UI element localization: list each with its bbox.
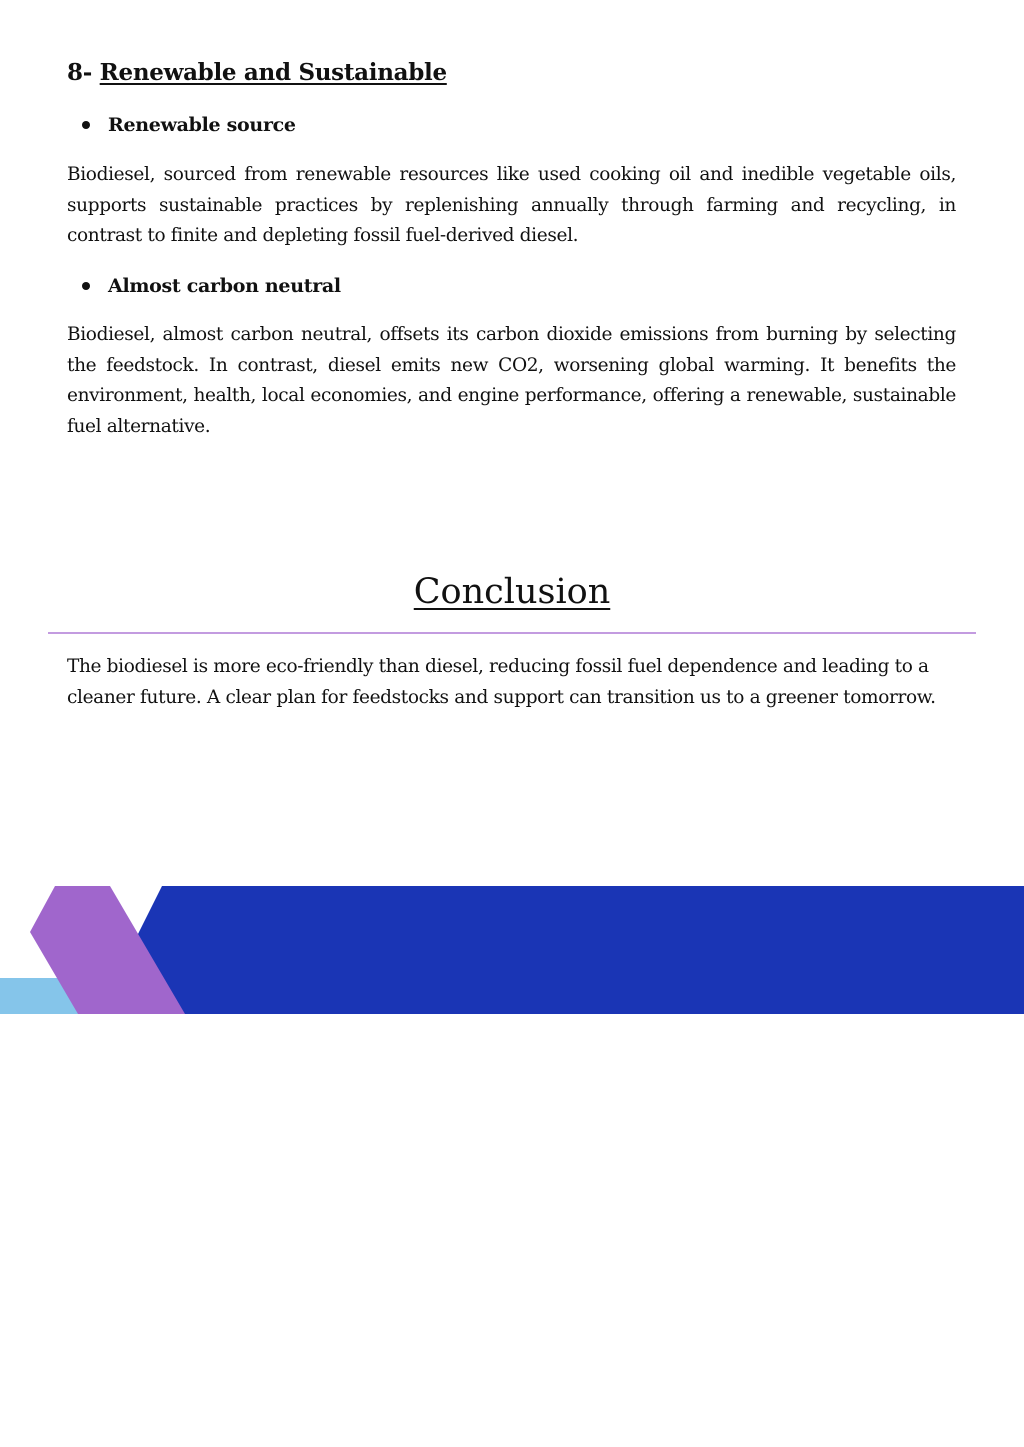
decorative-color-band bbox=[0, 884, 1024, 1016]
band-blue bbox=[138, 886, 1024, 1014]
bullet-renewable-source bbox=[82, 112, 296, 138]
bullet-carbon-neutral bbox=[82, 273, 341, 299]
section-heading bbox=[67, 58, 447, 88]
conclusion-paragraph: The biodiesel is more eco-friendly than diesel, reducing fossil fuel dependence and leading to a cleaner future. A clear plan for feedstocks and support can transition us to a greener tomorrow. bbox=[67, 656, 936, 708]
conclusion-title: Conclusion bbox=[413, 572, 611, 612]
renewable-source-paragraph: Biodiesel, sourced from renewable resources like used cooking oil and inedible vegetable oils, supports sustainable practices by replenishing annually through farming and recycling, in contrast to finite and depleting fossil fuel-derived diesel. bbox=[67, 164, 956, 246]
section-title: Renewable and Sustainable bbox=[99, 59, 447, 86]
bullet-dot-icon bbox=[82, 121, 90, 129]
bullet-dot-icon bbox=[82, 282, 90, 290]
carbon-neutral-paragraph: Biodiesel, almost carbon neutral, offsets its carbon dioxide emissions from burning by selecting the feedstock. In contrast, diesel emits new CO2, worsening global warming. It benefits the environment, health, local economies, and engine performance, offering a renewable, sustainable fuel alternative. bbox=[67, 324, 956, 437]
section-divider bbox=[48, 632, 976, 634]
conclusion-heading bbox=[0, 570, 1024, 614]
section-number: 8- bbox=[67, 59, 92, 86]
bullet-label: Renewable source bbox=[108, 114, 296, 136]
bullet-label: Almost carbon neutral bbox=[108, 275, 341, 297]
